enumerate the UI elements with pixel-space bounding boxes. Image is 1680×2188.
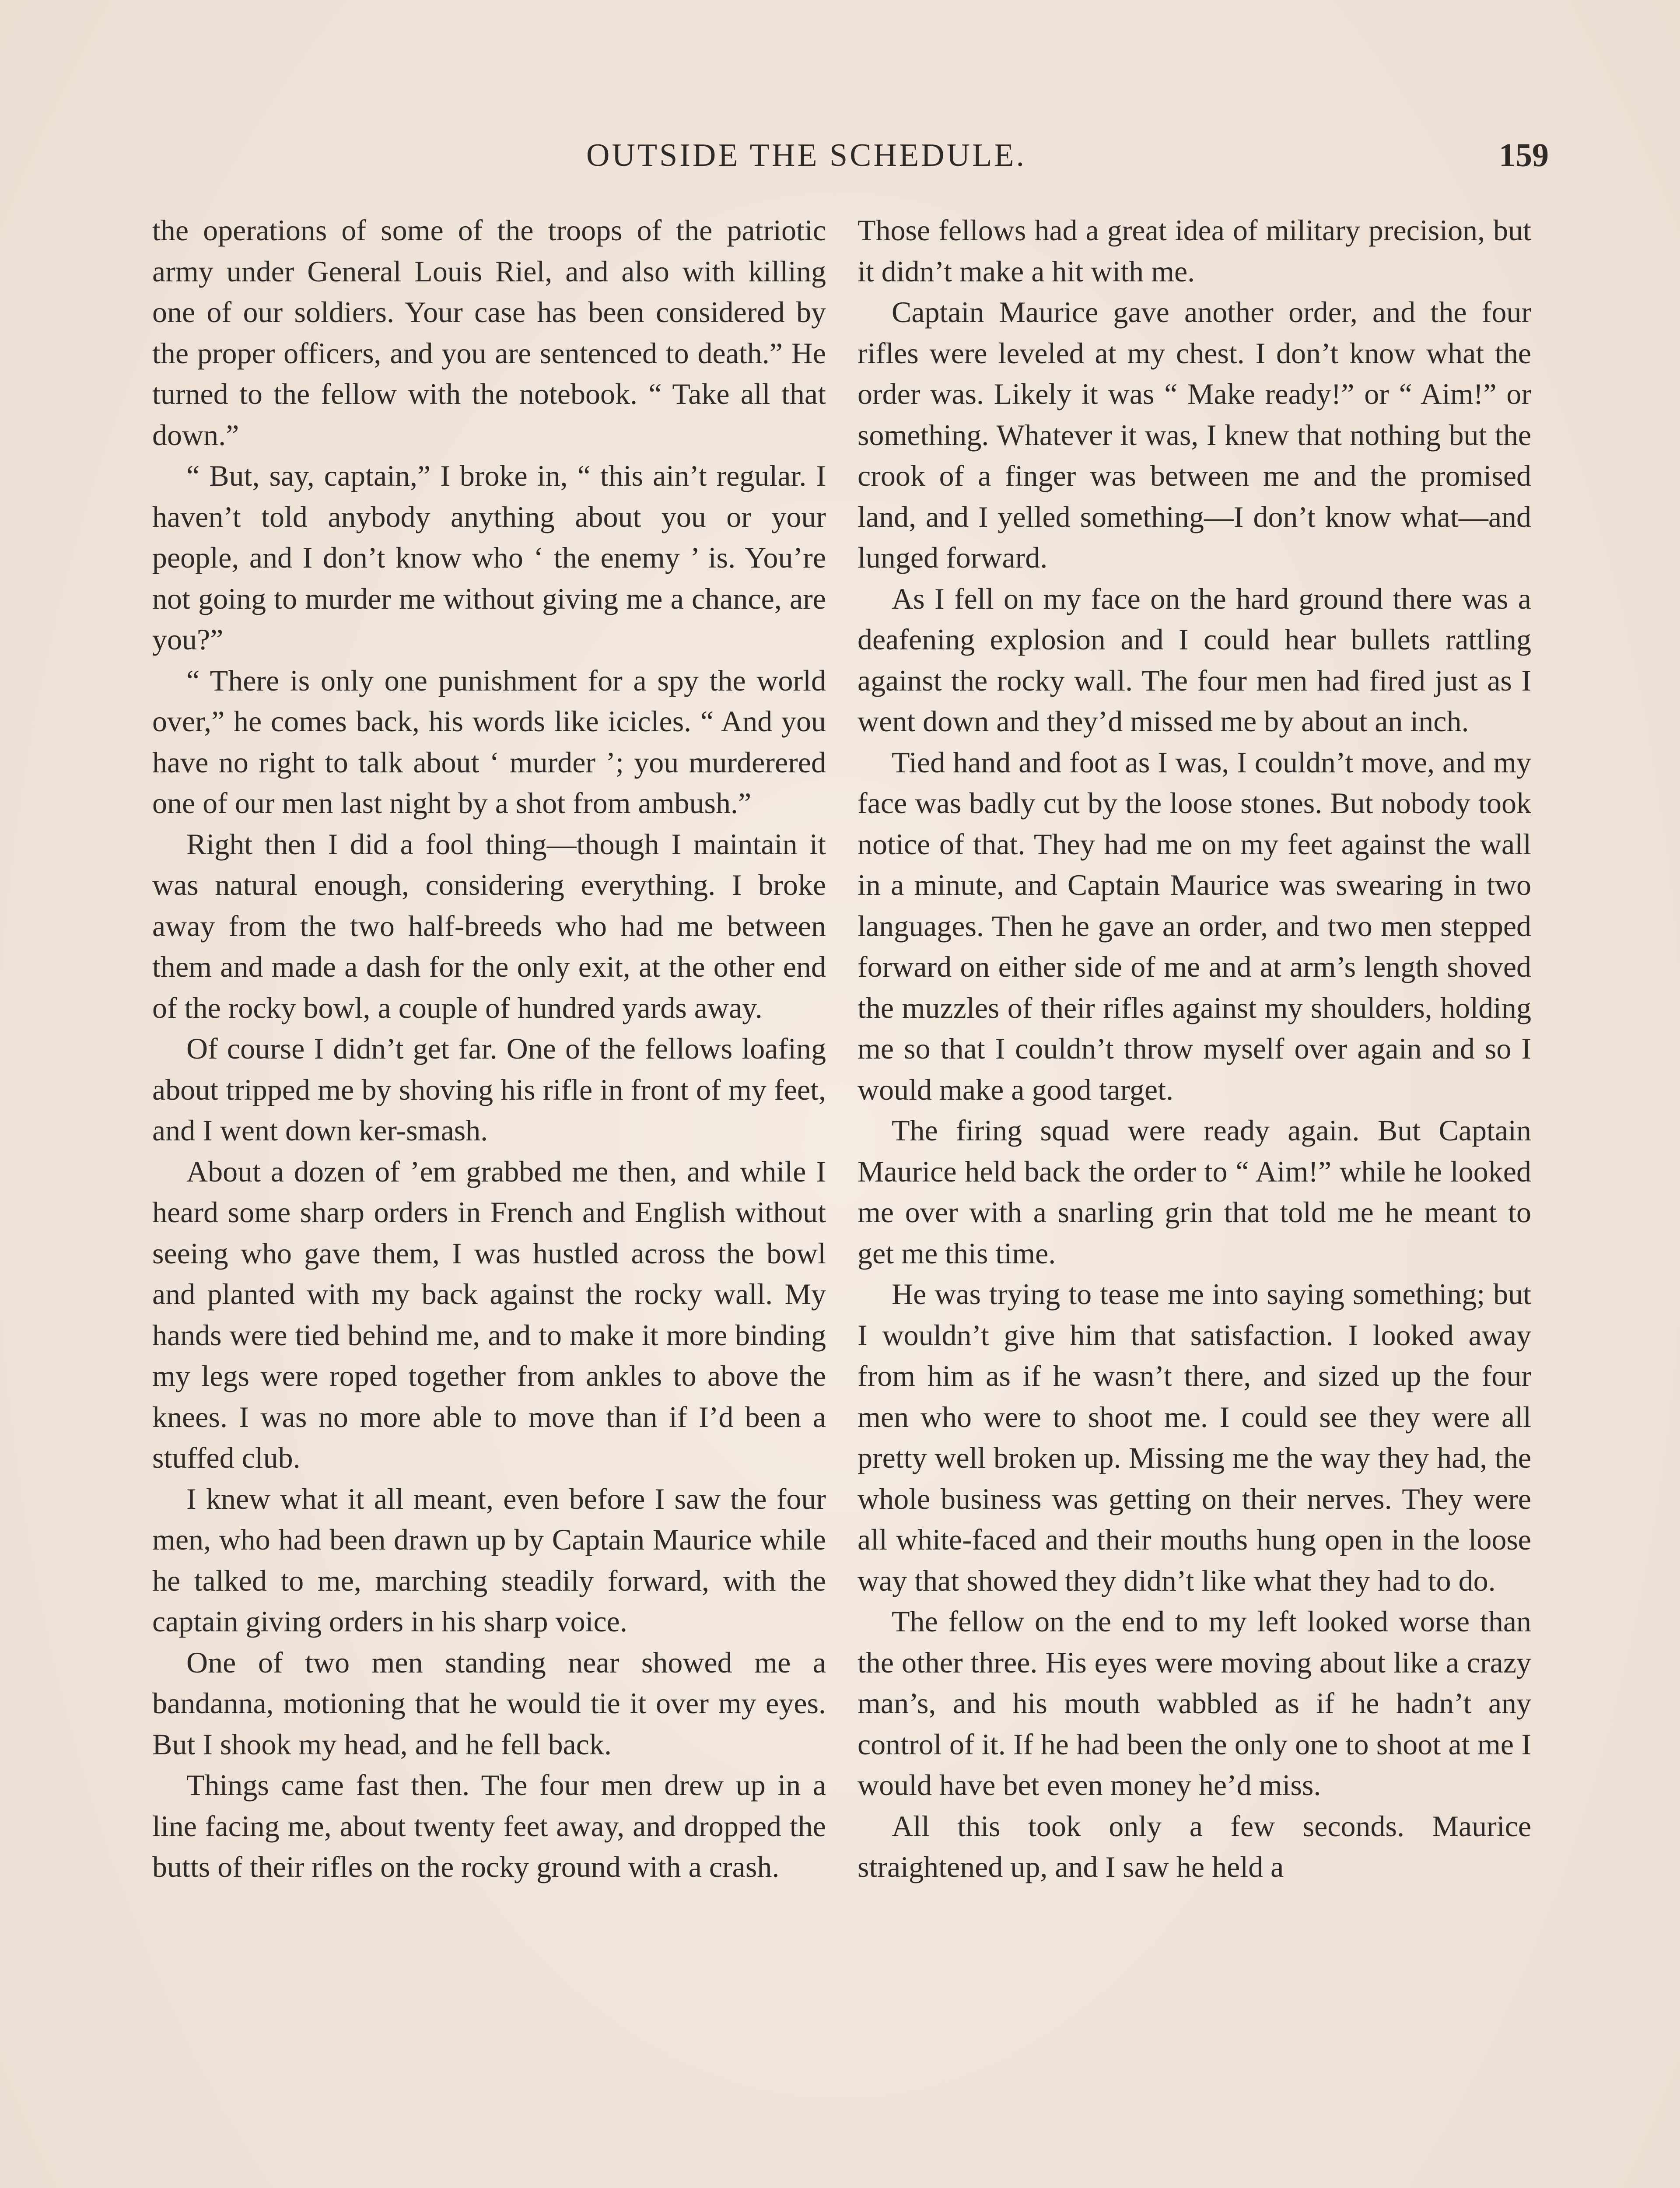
paragraph: Right then I did a fool thing—though I maintain it was natural enough, considering everything. I broke away from the two half-breeds who had me between them and made a dash for the only exit, at the other end of the rocky bowl, a couple of hundred yards away. <box>152 827 826 1024</box>
paragraph: The fellow on the end to my left looked worse than the other three. His eyes were moving about like a crazy man’s, and his mouth wabbled as if he hadn’t any control of it. If he had been the only one to shoot at me I would have bet even money he’d miss. <box>858 1605 1531 1802</box>
paragraph: He was trying to tease me into saying something; but I wouldn’t give him that satisfaction. I looked away from him as if he wasn’t there, and sized up the four men who were to shoot me. I could see they were all pretty well broken up. Missing me the way they had, the whole business was getting on their nerves. They were all white-faced and their mouths hung open in the loose way that showed they didn’t like what they had to do. <box>858 1277 1531 1597</box>
left-column <box>152 210 826 1888</box>
paragraph: The firing squad were ready again. But Captain Maurice held back the order to “ Aim!” while he looked me over with a snarling grin that told me he meant to get me this time. <box>858 1114 1531 1270</box>
right-column <box>858 210 1531 1888</box>
paragraph: About a dozen of ’em grabbed me then, and while I heard some sharp orders in French and English without seeing who gave them, I was hustled across the bowl and planted with my back against the rocky wall. My hands were tied behind me, and to make it more binding my legs were roped together from ankles to above the knees. I was no more able to move than if I’d been a stuffed club. <box>152 1154 826 1474</box>
paragraph: I knew what it all meant, even before I saw the four men, who had been drawn up by Captain Maurice while he talked to me, marching steadily forward, with the captain giving orders in his sharp voice. <box>152 1482 826 1638</box>
paragraph: “ There is only one punishment for a spy the world over,” he comes back, his words like icicles. “ And you have no right to talk about ‘ murder ’; you murderered one of our men last night by a shot from ambush.” <box>152 663 826 820</box>
paragraph: Those fellows had a great idea of military precision, but it didn’t make a hit with me. <box>858 214 1531 288</box>
paragraph: Captain Maurice gave another order, and the four rifles were leveled at my chest. I don’t know what the order was. Likely it was “ Make ready!” or “ Aim!” or something. Whatever it was, I knew that nothing but the crook of a finger was between me and the promised land, and I yelled something—I don’t know what—and lunged forward. <box>858 295 1531 574</box>
paragraph: One of two men standing near showed me a bandanna, motioning that he would tie it over my eyes. But I shook my head, and he fell back. <box>152 1645 826 1761</box>
paragraph: the operations of some of the troops of the patriotic army under General Louis Riel, and also with killing one of our soldiers. Your case has been considered by the proper officers, and you are sentenced to death.” He turned to the fellow with the notebook. “ Take all that down.” <box>152 214 826 452</box>
running-head: OUTSIDE THE SCHEDULE. <box>586 137 1026 173</box>
paragraph: “ But, say, captain,” I broke in, “ this ain’t regular. I haven’t told anybody anything about you or your people, and I don’t know who ‘ the enemy ’ is. You’re not going to murder me without giving me a chance, are you?” <box>152 459 826 656</box>
paragraph: Things came fast then. The four men drew up in a line facing me, about twenty feet away, and dropped the butts of their rifles on the rocky ground with a crash. <box>152 1768 826 1883</box>
paragraph: All this took only a few seconds. Maurice straightened up, and I saw he held a <box>858 1809 1531 1883</box>
paragraph: Tied hand and foot as I was, I couldn’t move, and my face was badly cut by the loose stones. But nobody took notice of that. They had me on my feet against the wall in a minute, and Captain Maurice was swearing in two languages. Then he gave an order, and two men stepped forward on either side of me and at arm’s length shoved the muzzles of their rifles against my shoulders, holding me so that I couldn’t throw myself over again and so I would make a good target. <box>858 745 1531 1106</box>
paragraph: As I fell on my face on the hard ground there was a deafening explosion and I could hear bullets rattling against the rocky wall. The four men had fired just as I went down and they’d missed me by about an inch. <box>858 582 1531 738</box>
page-number: 159 <box>1499 137 1549 174</box>
paragraph: Of course I didn’t get far. One of the fellows loafing about tripped me by shoving his rifle in front of my feet, and I went down ker-smash. <box>152 1032 826 1147</box>
page-header <box>586 131 1549 179</box>
